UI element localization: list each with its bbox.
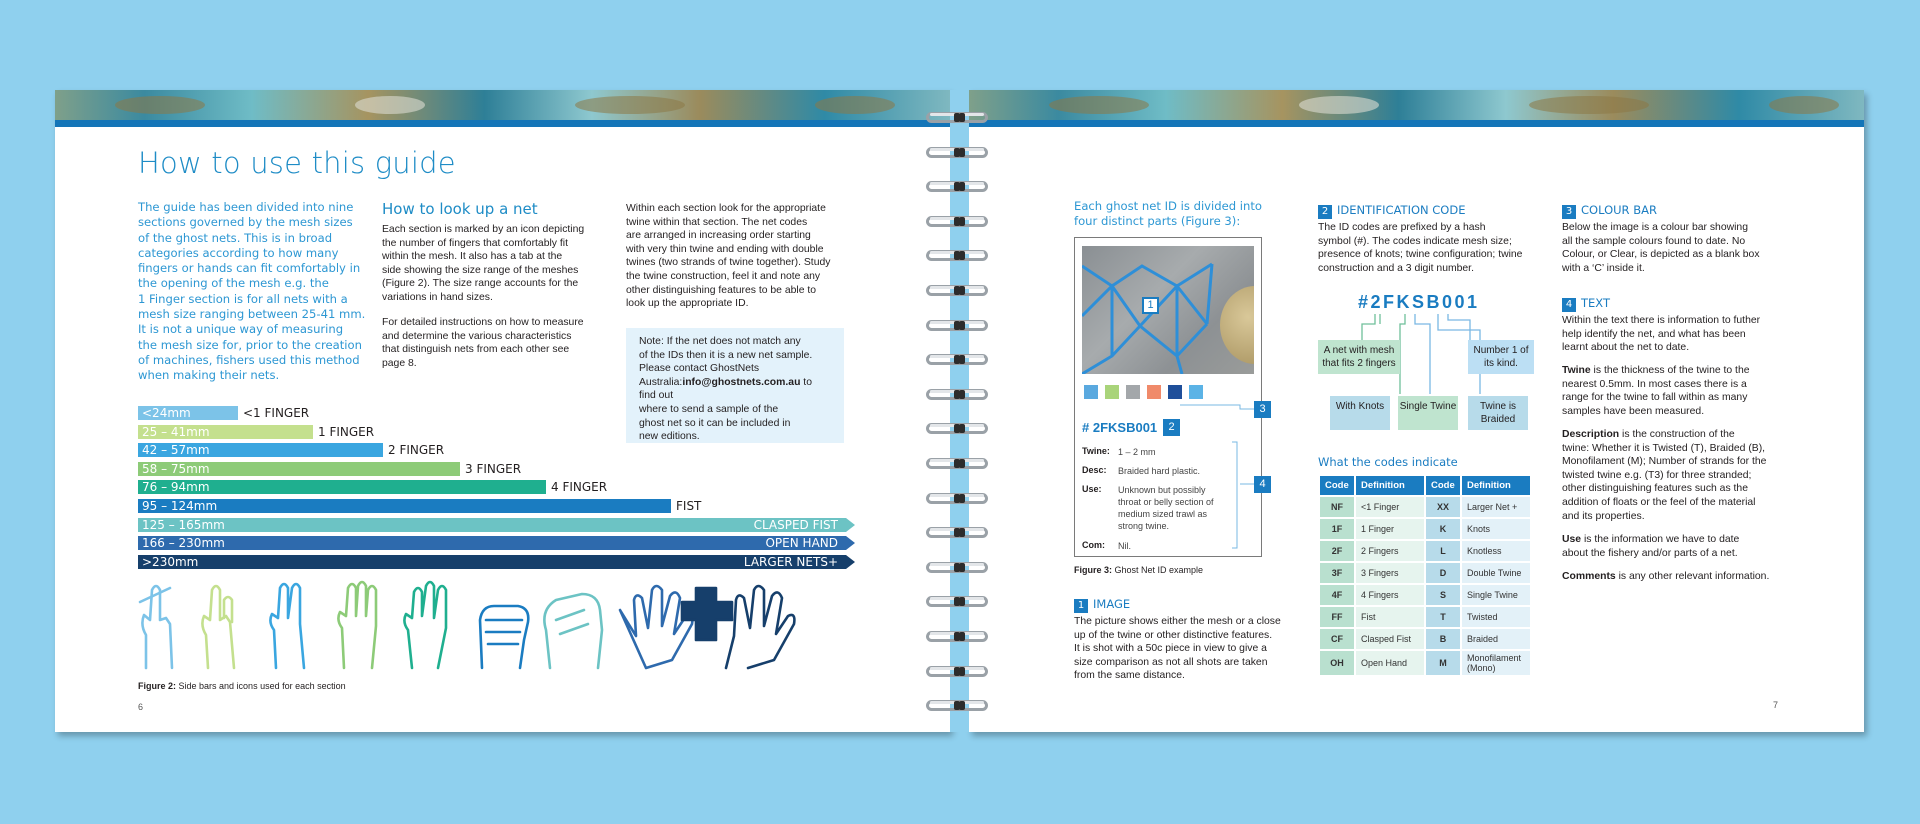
spiral-coil	[920, 698, 995, 714]
table-cell: <1 Finger	[1356, 497, 1424, 517]
bar-arrow-icon	[846, 518, 855, 532]
bar-arrow-icon	[846, 555, 855, 569]
table-cell: M	[1426, 651, 1460, 675]
number-badge-4: 4	[1254, 476, 1271, 493]
table-cell: 4F	[1320, 585, 1354, 605]
lookup-heading: How to look up a net	[382, 200, 538, 218]
table-cell: B	[1426, 629, 1460, 649]
header-banner-image	[969, 90, 1864, 120]
table-cell: L	[1426, 541, 1460, 561]
table-cell: Open Hand	[1356, 651, 1424, 675]
colour-bar-text: Below the image is a colour bar showing all the sample colours found to date. No Colour, or Clear, is depicted as a blank box with a ‘C’ inside it.	[1562, 222, 1760, 274]
mesh-size-label: FIST	[676, 499, 702, 513]
id-field-value: 1 – 2 mm	[1118, 447, 1156, 457]
codes-heading: What the codes indicate	[1318, 455, 1458, 469]
id-field-key: Twine:	[1082, 446, 1110, 456]
note-box	[626, 328, 844, 443]
id-field-value: Braided hard plastic.	[1118, 466, 1201, 476]
note-text-1: Note: If the net does not match any of the IDs then it is a new net sample. Please contact GhostNets Australia:	[639, 336, 813, 388]
table-cell: OH	[1320, 651, 1354, 675]
comments-paragraph: Comments is any other relevant information.	[1562, 571, 1770, 582]
id-field-key: Use:	[1082, 484, 1102, 494]
table-row	[1320, 629, 1530, 649]
colour-swatch	[1147, 385, 1161, 399]
mesh-size-bar: 58 – 75mm	[138, 462, 460, 476]
table-cell: CF	[1320, 629, 1354, 649]
mesh-size-bar: 95 – 124mm	[138, 499, 671, 513]
example-id-code: # 2FKSB001	[1082, 420, 1158, 435]
spiral-coil	[920, 214, 995, 230]
spiral-coil	[920, 525, 995, 541]
spiral-coil	[920, 387, 995, 403]
table-header: Code	[1426, 476, 1460, 495]
spiral-coil	[920, 421, 995, 437]
table-row	[1320, 519, 1530, 539]
table-header: Code	[1320, 476, 1354, 495]
table-cell: 4 Fingers	[1356, 585, 1424, 605]
spiral-coil	[920, 248, 995, 264]
lookup-paragraph-2: For detailed instructions on how to measure and determine the various characteristics that distinguish nets from each other see page 8.	[382, 317, 584, 369]
code-box-braided: Twine is Braided	[1468, 396, 1528, 430]
mesh-size-label: <1 FINGER	[243, 406, 310, 420]
mesh-size-label: OPEN HAND	[765, 536, 838, 551]
table-cell: 2 Fingers	[1356, 541, 1424, 561]
spiral-coil	[920, 179, 995, 195]
spiral-coil	[920, 629, 995, 645]
codes-table	[1318, 474, 1532, 677]
spiral-coil	[920, 456, 995, 472]
larger-nets-icon	[682, 586, 794, 668]
table-header: Definition	[1462, 476, 1530, 495]
description-paragraph: Description is the construction of the twine: Whether it is Twisted (T), Braided (B), Monofilament (M); Number of strands for the twisted twine e.g. (T3) for three stranded; other distinguishing features such as the addition of floats or the feel of the material and its properties.	[1562, 429, 1767, 522]
table-cell: Monofilament (Mono)	[1462, 651, 1530, 675]
table-header: Definition	[1356, 476, 1424, 495]
table-cell: Clasped Fist	[1356, 629, 1424, 649]
table-cell: Single Twine	[1462, 585, 1530, 605]
spiral-coil	[920, 145, 995, 161]
table-cell: Twisted	[1462, 607, 1530, 627]
spiral-coil	[920, 594, 995, 610]
twine-paragraph: Twine is the thickness of the twine to the nearest 0.5mm. In most cases there is a range for the twine to fall within as many samples have been measured.	[1562, 365, 1750, 417]
image-text: The picture shows either the mesh or a close up of the twine or other distinctive features. It is shot with a 50c piece in view to give a size comparison as not all shots are taken from the same distance.	[1074, 616, 1281, 682]
table-cell: 3 Fingers	[1356, 563, 1424, 583]
mesh-size-bar: <24mm	[138, 406, 238, 420]
table-cell: Braided	[1462, 629, 1530, 649]
table-cell: FF	[1320, 607, 1354, 627]
table-row	[1320, 651, 1530, 675]
mesh-size-label: CLASPED FIST	[753, 517, 838, 532]
intro-text: The guide has been divided into nine sections governed by the mesh sizes of the ghost nets. This is in broad categories according to how many fingers or hands can fit comfortably in the opening of the mesh e.g. the 1 Finger section is for all nets with a mesh size ranging between 25-41 mm. It is not a unique way of measuring the mesh size for, prior to the creation of machines, fishers used this method when making their nets.	[138, 200, 366, 383]
mesh-size-bar: 42 – 57mm	[138, 443, 383, 457]
page-number-left: 6	[138, 702, 144, 712]
column3-paragraph: Within each section look for the appropriate twine within that section. The net codes are arranged in increasing order starting with very thin twine and ending with double twines (two strands of twine together). Study the twine construction, feel it and note any other distinguishing features to be able to look up the appropriate ID.	[626, 203, 831, 310]
table-cell: K	[1426, 519, 1460, 539]
number-badge-1: 1	[1142, 297, 1159, 314]
one-finger-icon	[202, 586, 234, 668]
code-box-twine: Single Twine	[1398, 396, 1458, 430]
code-box-knots: With Knots	[1330, 396, 1390, 430]
table-cell: NF	[1320, 497, 1354, 517]
colour-swatch	[1126, 385, 1140, 399]
mesh-size-bar: >230mm	[138, 555, 846, 569]
figure-2-caption: Figure 2: Side bars and icons used for each section	[138, 681, 346, 691]
note-text-2: to find out where to send a sample of the ghost net so it can be included in new editions.	[639, 376, 812, 443]
fist-icon	[480, 606, 528, 668]
code-box-number: Number 1 of its kind.	[1468, 340, 1534, 374]
spiral-coil	[920, 318, 995, 334]
net-mesh-photo	[1082, 246, 1254, 374]
spiral-binding	[920, 100, 995, 740]
spiral-coil	[920, 110, 995, 126]
table-cell: 1 Finger	[1356, 519, 1424, 539]
table-row	[1320, 497, 1530, 517]
note-email-link[interactable]: info@ghostnets.com.au	[682, 376, 801, 388]
table-cell: 1F	[1320, 519, 1354, 539]
table-cell: S	[1426, 585, 1460, 605]
bar-arrow-icon	[846, 536, 855, 550]
number-badge-3: 3	[1254, 401, 1271, 418]
header-stripe	[55, 120, 950, 127]
table-cell: Fist	[1356, 607, 1424, 627]
open-hand-icon	[620, 586, 692, 668]
id-field-value: Unknown but possibly throat or belly section of medium sized trawl as strong twine.	[1118, 485, 1214, 531]
table-cell: 2F	[1320, 541, 1354, 561]
table-cell: Knots	[1462, 519, 1530, 539]
table-cell: D	[1426, 563, 1460, 583]
id-field-key: Desc:	[1082, 465, 1107, 475]
colour-swatch	[1084, 385, 1098, 399]
clasped-fist-icon	[544, 594, 602, 668]
mesh-size-bar: 25 – 41mm	[138, 425, 313, 439]
text-paragraph-1: Within the text there is information to futher help identify the net, and what has been learnt about the net to date.	[1562, 315, 1761, 354]
mesh-size-label: 2 FINGER	[388, 443, 445, 458]
table-cell: Double Twine	[1462, 563, 1530, 583]
table-row	[1320, 585, 1530, 605]
less-than-one-finger-icon	[140, 586, 172, 668]
header-banner-image	[55, 90, 950, 120]
figure3-intro-heading: Each ghost net ID is divided into four distinct parts (Figure 3):	[1074, 199, 1263, 228]
table-cell: Larger Net +	[1462, 497, 1530, 517]
mesh-size-label: 1 FINGER	[318, 424, 375, 439]
code-display: #2FKSB001	[1358, 292, 1480, 312]
table-row	[1320, 607, 1530, 627]
text-heading: 4 TEXT	[1562, 296, 1610, 312]
mesh-size-label: 3 FINGER	[465, 461, 522, 476]
three-finger-icon	[338, 582, 376, 668]
id-field-value: Nil.	[1118, 541, 1131, 551]
identification-code-text: The ID codes are prefixed by a hash symbol (#). The codes indicate mesh size; presence of knots; twine configuration; twine construction and a 3 digit number.	[1318, 222, 1523, 274]
table-row	[1320, 541, 1530, 561]
table-row	[1320, 563, 1530, 583]
colour-bar-heading: 3 COLOUR BAR	[1562, 203, 1657, 219]
identification-code-heading: 2 IDENTIFICATION CODE	[1318, 203, 1465, 219]
four-finger-icon	[404, 582, 446, 668]
table-cell: XX	[1426, 497, 1460, 517]
header-stripe	[969, 120, 1864, 127]
table-cell: 3F	[1320, 563, 1354, 583]
two-finger-icon	[270, 584, 304, 668]
number-badge-2: 2	[1163, 419, 1180, 436]
spiral-coil	[920, 491, 995, 507]
figure-3-caption: Figure 3: Ghost Net ID example	[1074, 565, 1204, 575]
page-number-right: 7	[1773, 700, 1779, 710]
spiral-coil	[920, 560, 995, 576]
mesh-size-bar: 166 – 230mm	[138, 536, 846, 550]
code-box-mesh: A net with mesh that fits 2 fingers	[1318, 340, 1400, 374]
spiral-coil	[920, 283, 995, 299]
hand-icons	[136, 580, 856, 672]
use-paragraph: Use is the information we have to date about the fishery and/or parts of a net.	[1562, 534, 1740, 559]
id-field-key: Com:	[1082, 540, 1105, 550]
table-cell: Knotless	[1462, 541, 1530, 561]
mesh-size-bar: 125 – 165mm	[138, 518, 846, 532]
spiral-coil	[920, 352, 995, 368]
mesh-size-label: 4 FINGER	[551, 480, 608, 495]
image-heading: 1 IMAGE	[1074, 597, 1130, 613]
mesh-size-bar: 76 – 94mm	[138, 480, 546, 494]
table-cell: T	[1426, 607, 1460, 627]
page-title: How to use this guide	[138, 146, 456, 180]
colour-swatch	[1105, 385, 1119, 399]
lookup-paragraph-1: Each section is marked by an icon depicting the number of fingers that comfortably fit within the mesh. It also has a tab at the side showing the size range of the meshes (Figure 2). The size range accounts for the variations in hand sizes.	[382, 224, 585, 303]
spiral-coil	[920, 664, 995, 680]
mesh-size-label: LARGER NETS+	[743, 554, 838, 569]
